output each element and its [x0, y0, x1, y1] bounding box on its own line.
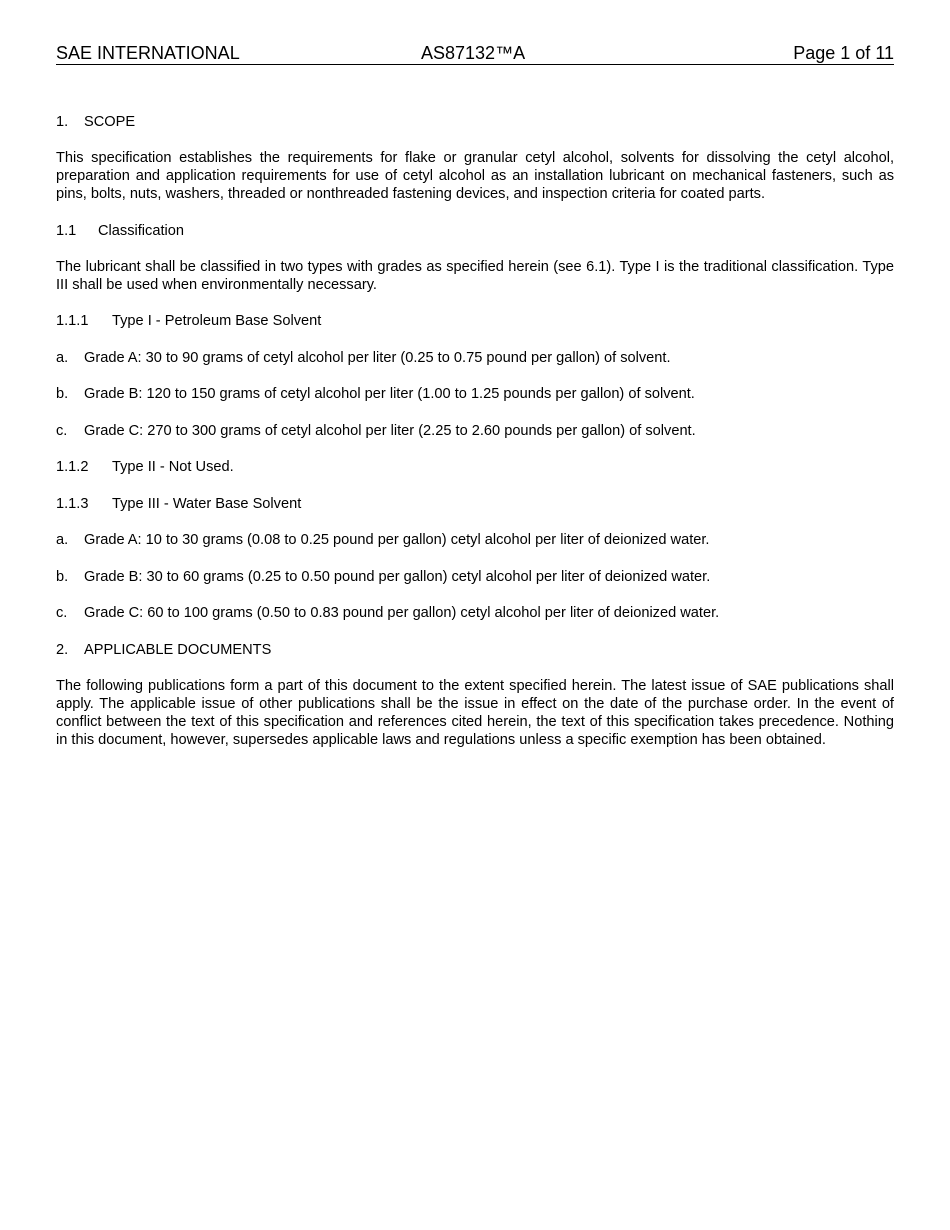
list-item-text: Grade B: 30 to 60 grams (0.25 to 0.50 pound per gallon) cetyl alcohol per liter of deionized water. [84, 569, 711, 585]
list-item [56, 349, 671, 367]
list-item [56, 568, 710, 586]
section-1-1-1-heading [56, 312, 321, 330]
list-marker: c. [56, 423, 68, 439]
section-number: 2. [56, 642, 69, 658]
section-number: 1.1.2 [56, 459, 89, 475]
section-title: Type III - Water Base Solvent [112, 496, 302, 512]
section-title: APPLICABLE DOCUMENTS [84, 642, 272, 658]
section-title: Type I - Petroleum Base Solvent [112, 313, 322, 329]
scope-paragraph: This specification establishes the requirements for flake or granular cetyl alcohol, solvents for dissolving the cetyl alcohol, preparation and application requirements for use of cetyl alcohol as an installation lubricant on mechanical fasteners, such as pins, bolts, nuts, washers, threaded or nonthreaded fastening devices, and inspection criteria for coated parts. [56, 150, 894, 202]
list-marker: b. [56, 386, 69, 402]
header-doc-id: AS87132™A [421, 43, 526, 63]
section-1-1-3-heading [56, 495, 301, 513]
list-item [56, 604, 719, 622]
list-marker: b. [56, 569, 69, 585]
section-number: 1. [56, 114, 69, 130]
section-title: Classification [98, 223, 184, 239]
list-item [56, 531, 709, 549]
section-number: 1.1 [56, 223, 77, 239]
list-item-text: Grade B: 120 to 150 grams of cetyl alcohol per liter (1.00 to 1.25 pounds per gallon) of solvent. [84, 386, 695, 402]
list-item [56, 422, 696, 440]
section-1-1-2-heading [56, 458, 234, 476]
section-2-heading [56, 641, 271, 659]
section-title: Type II - Not Used. [112, 459, 234, 475]
page-header [56, 43, 894, 65]
list-marker: c. [56, 605, 68, 621]
list-item-text: Grade C: 60 to 100 grams (0.50 to 0.83 pound per gallon) cetyl alcohol per liter of deionized water. [84, 605, 720, 621]
list-item [56, 385, 695, 403]
header-page-number: Page 1 of 11 [793, 43, 894, 63]
section-title: SCOPE [84, 114, 136, 130]
header-org: SAE INTERNATIONAL [56, 43, 240, 63]
classification-paragraph: The lubricant shall be classified in two types with grades as specified herein (see 6.1). Type I is the traditional classification. Type III shall be used when environmentally necessary. [56, 259, 894, 293]
list-marker: a. [56, 532, 69, 548]
list-item-text: Grade A: 30 to 90 grams of cetyl alcohol per liter (0.25 to 0.75 pound per gallon) of solvent. [84, 350, 671, 366]
list-item-text: Grade C: 270 to 300 grams of cetyl alcohol per liter (2.25 to 2.60 pounds per gallon) of solvent. [84, 423, 696, 439]
list-item-text: Grade A: 10 to 30 grams (0.08 to 0.25 pound per gallon) cetyl alcohol per liter of deionized water. [84, 532, 710, 548]
section-1-1-heading [56, 222, 184, 240]
section-1-heading [56, 113, 135, 131]
list-marker: a. [56, 350, 69, 366]
applicable-documents-paragraph: The following publications form a part of this document to the extent specified herein. The latest issue of SAE publications shall apply. The applicable issue of other publications shall be the issue in effect on the date of the purchase order. In the event of conflict between the text of this specification and references cited herein, the text of this specification takes precedence. Nothing in this document, however, supersedes applicable laws and regulations unless a specific exemption has been obtained. [56, 678, 894, 748]
section-number: 1.1.1 [56, 313, 89, 329]
section-number: 1.1.3 [56, 496, 89, 512]
